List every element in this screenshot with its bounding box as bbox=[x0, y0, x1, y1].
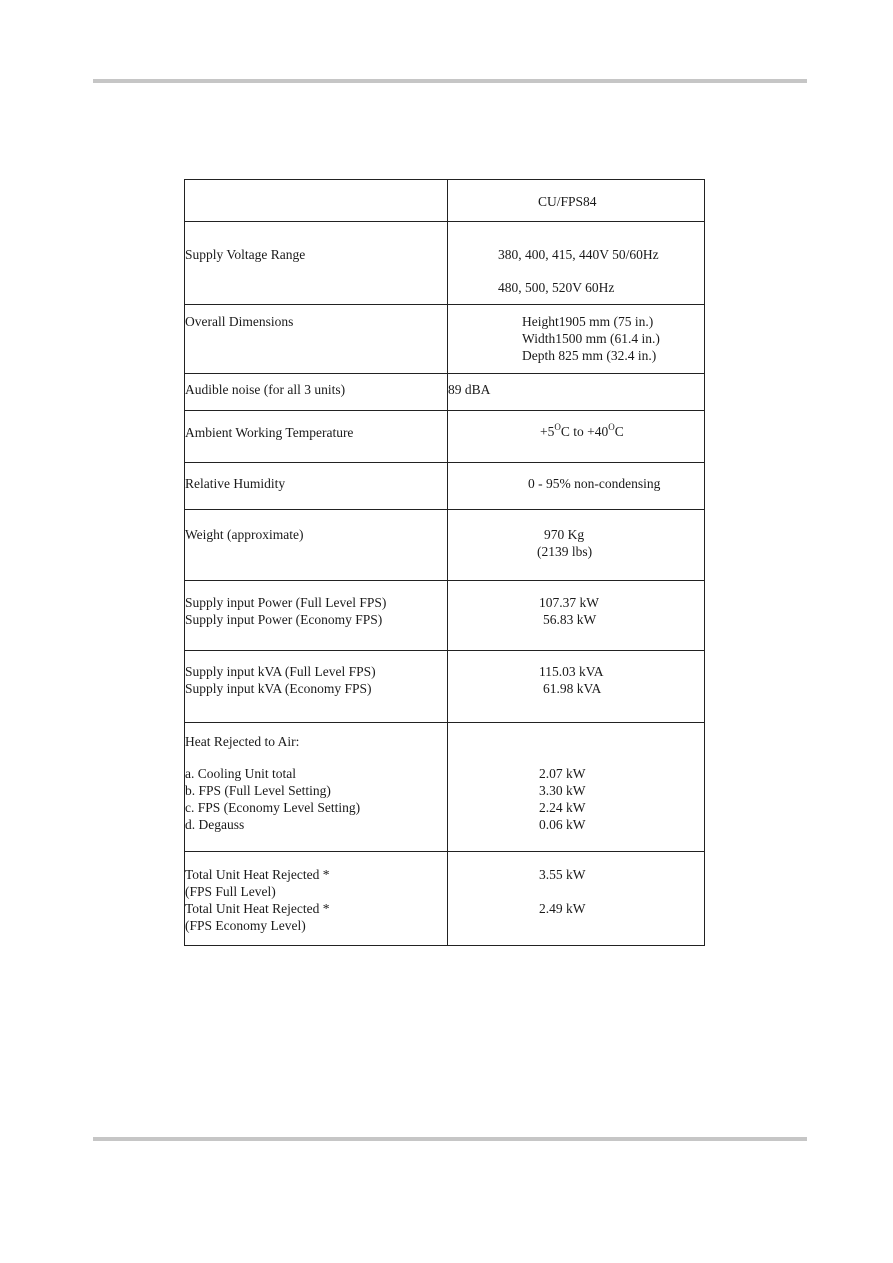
heat-item-b-value: 3.30 kW bbox=[539, 783, 586, 798]
table-row-humidity bbox=[185, 463, 705, 510]
supply-voltage-value-2: 480, 500, 520V 60Hz bbox=[498, 280, 615, 295]
table-row-weight bbox=[185, 510, 705, 581]
table-row-kva bbox=[185, 651, 705, 723]
row-label-cell bbox=[185, 463, 448, 510]
temperature-unit: C bbox=[560, 424, 570, 439]
table-row-dimensions bbox=[185, 305, 705, 374]
power-full-value: 107.37 kW bbox=[539, 595, 599, 610]
power-economy-label: Supply input Power (Economy FPS) bbox=[185, 612, 383, 627]
dimension-depth: Depth 825 mm (32.4 in.) bbox=[522, 348, 657, 363]
table-row-supply-voltage bbox=[185, 222, 705, 305]
heat-item-a-label: a. Cooling Unit total bbox=[185, 766, 296, 781]
row-label-cell bbox=[185, 581, 448, 651]
total-heat-economy-value: 2.49 kW bbox=[539, 901, 586, 916]
row-value-cell bbox=[448, 852, 705, 946]
row-label-cell bbox=[185, 374, 448, 411]
heat-item-c-value: 2.24 kW bbox=[539, 800, 586, 815]
row-value-cell bbox=[448, 510, 705, 581]
humidity-value: 0 - 95% non-condensing bbox=[528, 476, 661, 491]
row-value-cell bbox=[448, 463, 705, 510]
power-economy-value: 56.83 kW bbox=[543, 612, 597, 627]
temperature-to: to bbox=[569, 424, 588, 439]
dimension-width: Width1500 mm (61.4 in.) bbox=[522, 331, 660, 346]
footer-rule bbox=[93, 1137, 807, 1141]
dimension-height: Height1905 mm (75 in.) bbox=[522, 314, 654, 329]
row-label-cell bbox=[185, 852, 448, 946]
table-row-noise bbox=[185, 374, 705, 411]
row-value-cell bbox=[448, 222, 705, 305]
supply-voltage-value-1: 380, 400, 415, 440V 50/60Hz bbox=[498, 247, 659, 262]
temperature-low: +5 bbox=[540, 424, 555, 439]
row-label-cell bbox=[185, 411, 448, 463]
total-heat-full-label-2: (FPS Full Level) bbox=[185, 884, 276, 899]
row-value-cell bbox=[448, 651, 705, 723]
header-model-cell bbox=[448, 180, 705, 222]
temperature-unit: C bbox=[614, 424, 624, 439]
humidity-label: Relative Humidity bbox=[185, 476, 286, 491]
noise-label: Audible noise (for all 3 units) bbox=[185, 382, 346, 397]
heat-air-label: Heat Rejected to Air: bbox=[185, 734, 300, 749]
row-label-cell bbox=[185, 723, 448, 852]
row-label-cell bbox=[185, 305, 448, 374]
row-label-cell bbox=[185, 651, 448, 723]
row-value-cell bbox=[448, 411, 705, 463]
header-empty-cell bbox=[185, 180, 448, 222]
kva-economy-value: 61.98 kVA bbox=[543, 681, 602, 696]
weight-kg: 970 Kg bbox=[544, 527, 585, 542]
degree-symbol: O bbox=[554, 421, 561, 432]
kva-full-value: 115.03 kVA bbox=[539, 664, 604, 679]
degree-symbol: O bbox=[608, 421, 615, 432]
model-name: CU/FPS84 bbox=[538, 194, 597, 209]
kva-economy-label: Supply input kVA (Economy FPS) bbox=[185, 681, 372, 696]
table-row-power bbox=[185, 581, 705, 651]
specification-table bbox=[184, 179, 705, 946]
table-row-temperature bbox=[185, 411, 705, 463]
row-value-cell bbox=[448, 374, 705, 411]
header-rule bbox=[93, 79, 807, 83]
heat-item-c-label: c. FPS (Economy Level Setting) bbox=[185, 800, 361, 815]
weight-lbs: (2139 lbs) bbox=[537, 544, 593, 559]
power-full-label: Supply input Power (Full Level FPS) bbox=[185, 595, 387, 610]
dimensions-label: Overall Dimensions bbox=[185, 314, 294, 329]
noise-value: 89 dBA bbox=[448, 382, 491, 397]
heat-item-b-label: b. FPS (Full Level Setting) bbox=[185, 783, 331, 798]
total-heat-full-label-1: Total Unit Heat Rejected * bbox=[185, 867, 330, 882]
temperature-value bbox=[540, 423, 704, 440]
heat-item-a-value: 2.07 kW bbox=[539, 766, 586, 781]
total-heat-economy-label-2: (FPS Economy Level) bbox=[185, 918, 306, 933]
row-value-cell bbox=[448, 305, 705, 374]
heat-item-d-value: 0.06 kW bbox=[539, 817, 586, 832]
temperature-high: +40 bbox=[587, 424, 609, 439]
row-label-cell bbox=[185, 222, 448, 305]
table-row-total-heat bbox=[185, 852, 705, 946]
table-row-heat-air bbox=[185, 723, 705, 852]
total-heat-economy-label-1: Total Unit Heat Rejected * bbox=[185, 901, 330, 916]
heat-item-d-label: d. Degauss bbox=[185, 817, 245, 832]
temperature-label: Ambient Working Temperature bbox=[185, 425, 354, 440]
row-label-cell bbox=[185, 510, 448, 581]
supply-voltage-label: Supply Voltage Range bbox=[185, 247, 306, 262]
row-value-cell bbox=[448, 581, 705, 651]
kva-full-label: Supply input kVA (Full Level FPS) bbox=[185, 664, 376, 679]
row-value-cell bbox=[448, 723, 705, 852]
total-heat-full-value: 3.55 kW bbox=[539, 867, 586, 882]
weight-label: Weight (approximate) bbox=[185, 527, 304, 542]
table-header-row bbox=[185, 180, 705, 222]
